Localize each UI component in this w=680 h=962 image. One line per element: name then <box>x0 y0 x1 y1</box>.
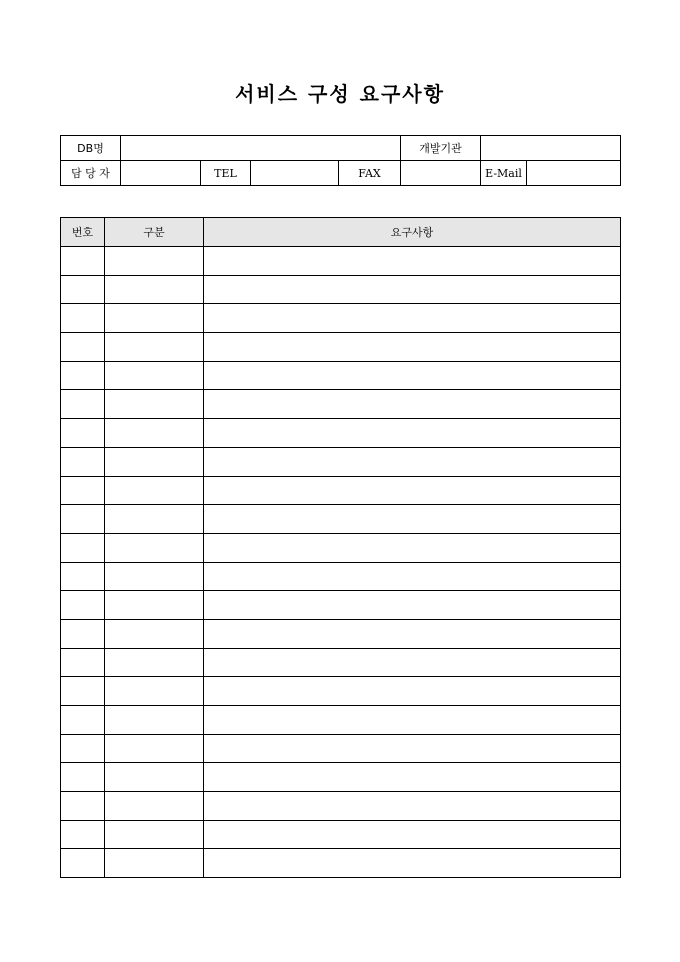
number-cell[interactable] <box>61 275 105 304</box>
requirement-cell[interactable] <box>204 648 621 677</box>
table-row <box>61 390 621 419</box>
requirement-cell[interactable] <box>204 447 621 476</box>
table-row <box>61 562 621 591</box>
requirement-cell[interactable] <box>204 361 621 390</box>
number-cell[interactable] <box>61 820 105 849</box>
requirement-cell[interactable] <box>204 763 621 792</box>
category-cell[interactable] <box>105 275 204 304</box>
category-cell[interactable] <box>105 419 204 448</box>
number-cell[interactable] <box>61 447 105 476</box>
category-cell[interactable] <box>105 820 204 849</box>
table-row <box>61 591 621 620</box>
number-cell[interactable] <box>61 677 105 706</box>
requirement-cell[interactable] <box>204 304 621 333</box>
category-cell[interactable] <box>105 476 204 505</box>
table-row <box>61 619 621 648</box>
table-row <box>61 333 621 362</box>
number-cell[interactable] <box>61 304 105 333</box>
category-cell[interactable] <box>105 533 204 562</box>
db-name-field[interactable] <box>121 136 401 161</box>
category-cell[interactable] <box>105 562 204 591</box>
requirement-cell[interactable] <box>204 849 621 878</box>
table-row <box>61 820 621 849</box>
manager-label: 담 당 자 <box>61 161 121 186</box>
requirement-cell[interactable] <box>204 533 621 562</box>
organization-field[interactable] <box>481 136 621 161</box>
table-row <box>61 648 621 677</box>
table-row <box>61 275 621 304</box>
category-cell[interactable] <box>105 247 204 276</box>
table-row <box>61 706 621 735</box>
requirements-table <box>60 217 621 878</box>
category-cell[interactable] <box>105 361 204 390</box>
number-cell[interactable] <box>61 333 105 362</box>
category-cell[interactable] <box>105 304 204 333</box>
number-cell[interactable] <box>61 476 105 505</box>
category-cell[interactable] <box>105 706 204 735</box>
column-header-number: 번호 <box>61 218 105 247</box>
fax-label: FAX <box>339 161 401 186</box>
requirement-cell[interactable] <box>204 505 621 534</box>
fax-field[interactable] <box>401 161 481 186</box>
organization-label: 개발기관 <box>401 136 481 161</box>
requirement-cell[interactable] <box>204 792 621 821</box>
number-cell[interactable] <box>61 792 105 821</box>
number-cell[interactable] <box>61 849 105 878</box>
info-row-db <box>61 136 621 161</box>
category-cell[interactable] <box>105 849 204 878</box>
category-cell[interactable] <box>105 505 204 534</box>
column-header-category: 구분 <box>105 218 204 247</box>
manager-field[interactable] <box>121 161 201 186</box>
number-cell[interactable] <box>61 706 105 735</box>
category-cell[interactable] <box>105 333 204 362</box>
category-cell[interactable] <box>105 390 204 419</box>
table-row <box>61 849 621 878</box>
category-cell[interactable] <box>105 447 204 476</box>
requirements-header-row <box>61 218 621 247</box>
number-cell[interactable] <box>61 562 105 591</box>
number-cell[interactable] <box>61 247 105 276</box>
table-row <box>61 533 621 562</box>
requirement-cell[interactable] <box>204 619 621 648</box>
number-cell[interactable] <box>61 533 105 562</box>
category-cell[interactable] <box>105 763 204 792</box>
category-cell[interactable] <box>105 619 204 648</box>
table-row <box>61 792 621 821</box>
info-table <box>60 135 621 186</box>
requirement-cell[interactable] <box>204 476 621 505</box>
table-row <box>61 734 621 763</box>
number-cell[interactable] <box>61 505 105 534</box>
number-cell[interactable] <box>61 763 105 792</box>
table-row <box>61 677 621 706</box>
requirement-cell[interactable] <box>204 820 621 849</box>
db-name-label: DB명 <box>61 136 121 161</box>
table-row <box>61 247 621 276</box>
requirements-body <box>61 247 621 878</box>
number-cell[interactable] <box>61 419 105 448</box>
table-row <box>61 304 621 333</box>
tel-label: TEL <box>201 161 251 186</box>
requirement-cell[interactable] <box>204 591 621 620</box>
document-title: 서비스 구성 요구사항 <box>235 82 445 106</box>
requirement-cell[interactable] <box>204 333 621 362</box>
table-row <box>61 419 621 448</box>
column-header-requirement: 요구사항 <box>204 218 621 247</box>
email-label: E-Mail <box>481 161 527 186</box>
requirement-cell[interactable] <box>204 562 621 591</box>
table-row <box>61 763 621 792</box>
number-cell[interactable] <box>61 734 105 763</box>
requirement-cell[interactable] <box>204 275 621 304</box>
tel-field[interactable] <box>251 161 339 186</box>
requirement-cell[interactable] <box>204 734 621 763</box>
table-row <box>61 505 621 534</box>
email-field[interactable] <box>527 161 621 186</box>
table-row <box>61 361 621 390</box>
requirement-cell[interactable] <box>204 677 621 706</box>
requirement-cell[interactable] <box>204 419 621 448</box>
number-cell[interactable] <box>61 648 105 677</box>
requirement-cell[interactable] <box>204 706 621 735</box>
requirement-cell[interactable] <box>204 390 621 419</box>
number-cell[interactable] <box>61 591 105 620</box>
info-row-contact <box>61 161 621 186</box>
number-cell[interactable] <box>61 619 105 648</box>
number-cell[interactable] <box>61 390 105 419</box>
category-cell[interactable] <box>105 648 204 677</box>
table-row <box>61 476 621 505</box>
number-cell[interactable] <box>61 361 105 390</box>
requirement-cell[interactable] <box>204 247 621 276</box>
category-cell[interactable] <box>105 591 204 620</box>
table-row <box>61 447 621 476</box>
category-cell[interactable] <box>105 677 204 706</box>
category-cell[interactable] <box>105 734 204 763</box>
category-cell[interactable] <box>105 792 204 821</box>
